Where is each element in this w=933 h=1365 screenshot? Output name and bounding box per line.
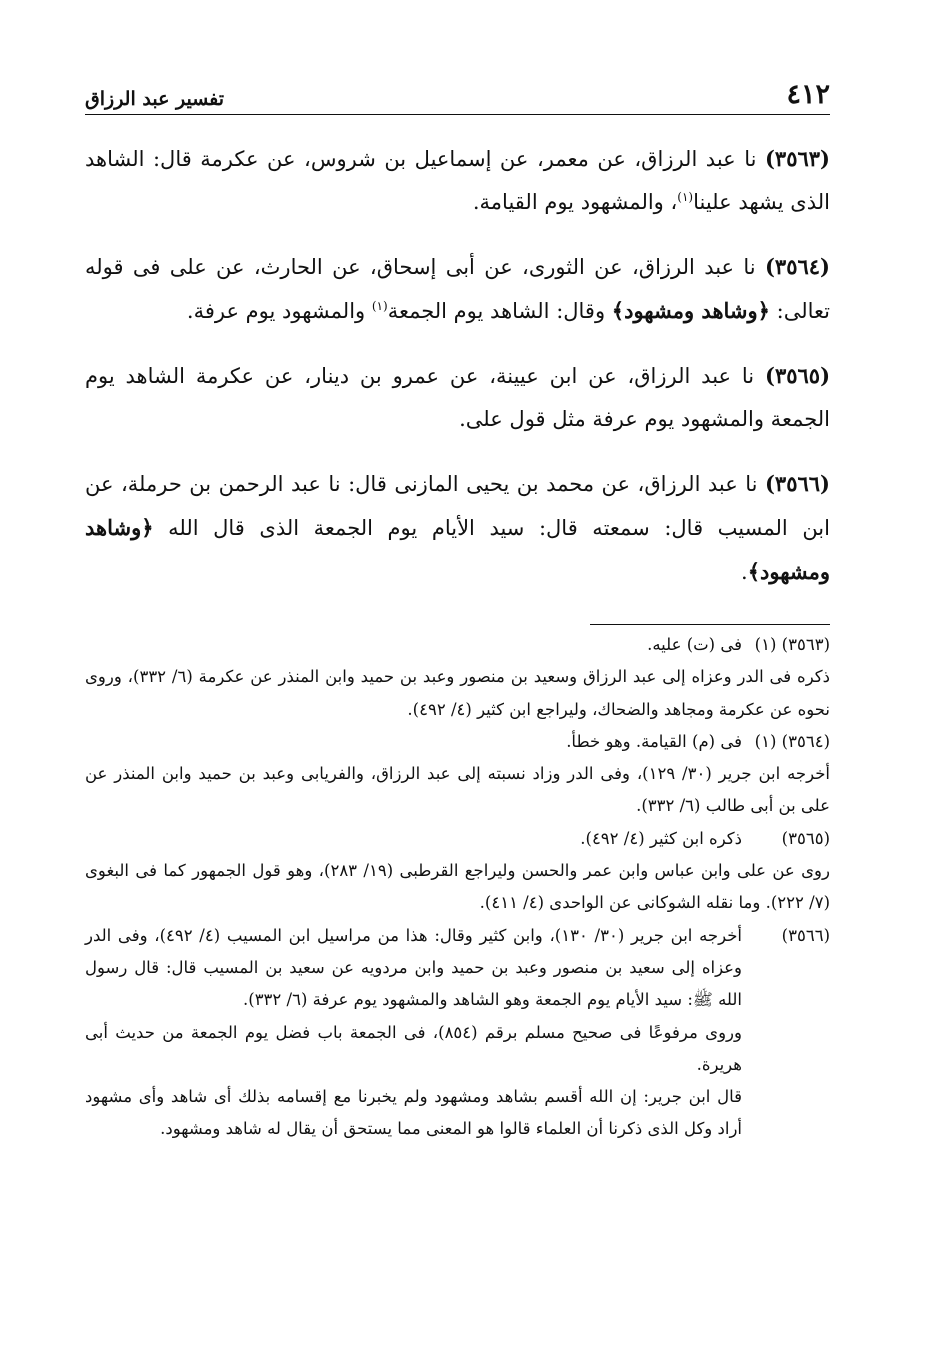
footnote-text: قال ابن جرير: إن الله أقسم بشاهد ومشهود ولم يخبرنا مع إقسامه بذلك أى شاهد وأى مشهود أراد وكل الذى ذكرنا أن العلماء قالوا هو المعنى مما يستحق أن يقال له شاهد ومشهود.: [85, 1087, 742, 1139]
footnotes: [85, 629, 830, 1146]
footnote-label: (٣٥٦٦): [781, 925, 830, 945]
footnote-3566: [85, 920, 830, 1146]
footnote-text: وروى مرفوعًا فى صحيح مسلم برقم (٨٥٤)، فى الجمعة باب فضل يوم الجمعة من حديث أبى هريرة.: [85, 1022, 742, 1074]
footnote-text: فى (م) القيامة. وهو خطأ.: [566, 731, 742, 751]
footnote-text: روى عن على وابن عباس وابن عمر والحسن وليراجع القرطبى (١٩/ ٢٨٣)، وهو قول الجمهور كما فى البغوى (٧/ ٢٢٢). وما نقله الشوكانى عن الواحدى (٤/ ٤١١).: [85, 861, 830, 913]
footnote-text: ذكره ابن كثير (٤/ ٤٩٢).: [580, 828, 742, 848]
footnote-separator: [590, 624, 830, 625]
entry-3564: [85, 245, 830, 333]
footnote-3565: [85, 823, 830, 920]
footnote-text: ذكره فى الدر وعزاه إلى عبد الرزاق وسعيد بن منصور وعبد بن حميد وابن المنذر عن عكرمة (٦/ ٣٣٢)، وروى نحوه عن عكرمة ومجاهد والضحاك، وليراجع ابن كثير (٤/ ٤٩٢).: [85, 667, 831, 719]
entry-text: .: [741, 560, 748, 584]
entry-number: (٣٥٦٥): [765, 363, 830, 388]
book-page: [85, 70, 830, 1146]
footnote-3564-1: [85, 726, 830, 758]
footnote-3563-1: [85, 629, 830, 661]
page-number: ٤١٢: [786, 79, 830, 110]
page-header: [85, 70, 830, 115]
footnote-text: فى (ت) عليه.: [647, 635, 742, 654]
main-text: [85, 137, 830, 594]
running-title: تفسير عبد الرزاق: [85, 88, 225, 110]
entry-3565: [85, 354, 830, 441]
entry-text: وقال: الشاهد يوم الجمعة: [387, 299, 606, 323]
footnote-label: (٣٥٦٥): [781, 828, 830, 848]
entry-number: (٣٥٦٣): [764, 146, 830, 171]
entry-3563: [85, 137, 830, 224]
quran-verse: ﴿وشاهد ومشهود﴾: [85, 515, 830, 584]
footnote-3563-source: [85, 661, 830, 726]
note-marker: (١): [677, 190, 694, 204]
quran-verse: ﴿وشاهد ومشهود﴾: [611, 298, 770, 323]
entry-text: نا عبد الرزاق، عن الثورى، عن أبى إسحاق، عن الحارث، عن على فى قوله تعالى:: [85, 255, 830, 323]
entry-text: والمشهود يوم عرفة.: [186, 299, 366, 323]
footnote-text: أخرجه ابن جرير (٣٠/ ١٢٩)، وفى الدر وزاد نسبته إلى عبد الرزاق، والفريابى وعبد بن حميد وابن المنذر عن على بن أبى طالب (٦/ ٣٣٢).: [85, 764, 831, 816]
footnote-text: أخرجه ابن جرير (٣٠/ ١٣٠)، وابن كثير وقال: هذا من مراسيل ابن المسيب (٤/ ٤٩٢)، وفى الدر وعزاه إلى سعيد بن منصور وعبد بن حميد وابن مردويه عن سعيد بن المسيب قال: قال رسول الله ﷺ: سيد الأيام يوم الجمعة وهو الشاهد والمشهود يوم عرفة (٦/ ٣٣٢).: [85, 925, 743, 1010]
footnote-3564-source: [85, 758, 830, 823]
footnote-label: (٣٥٦٤) (١): [754, 731, 830, 751]
entry-text: نا عبد الرزاق، عن محمد بن يحيى المازنى قال: نا عبد الرحمن بن حرملة، عن ابن المسيب قال: سمعته قال: سيد الأيام يوم الجمعة الذى قال الله: [85, 472, 830, 540]
entry-number: (٣٥٦٤): [764, 254, 830, 279]
entry-text: نا عبد الرزاق، عن معمر، عن إسماعيل بن شروس، عن عكرمة قال: الشاهد الذى يشهد علينا: [85, 147, 830, 214]
entry-number: (٣٥٦٦): [764, 471, 830, 496]
entry-3566: [85, 462, 830, 594]
footnote-label: (٣٥٦٣) (١): [754, 635, 830, 654]
entry-text: نا عبد الرزاق، عن ابن عيينة، عن عمرو بن دينار، عن عكرمة الشاهد يوم الجمعة والمشهود يوم عرفة مثل قول على.: [85, 364, 830, 431]
entry-text: ، والمشهود يوم القيامة.: [472, 190, 678, 214]
note-marker: (١): [371, 299, 388, 313]
